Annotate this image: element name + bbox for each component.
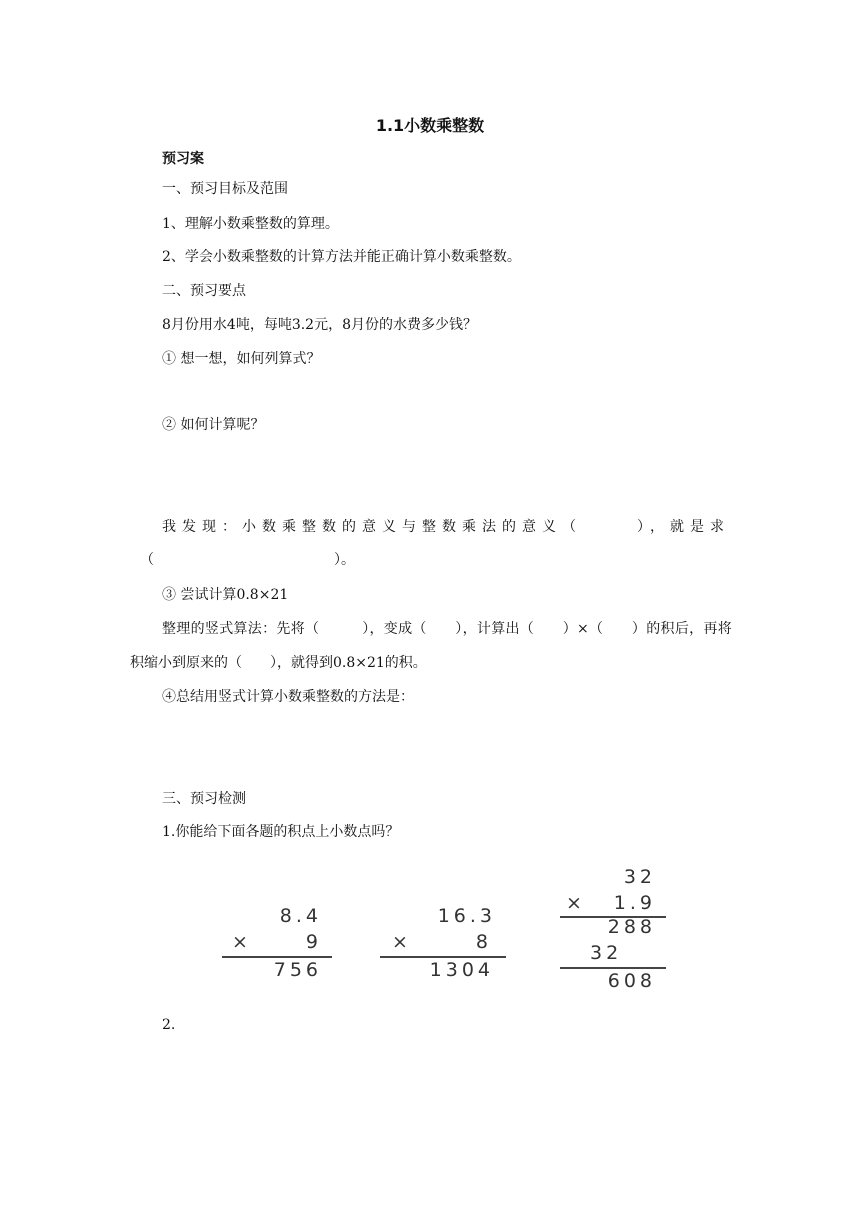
calc2-rule	[380, 956, 506, 958]
calc3-partial-product-1: 288	[607, 916, 656, 938]
calc3-multiplicand: 32	[623, 866, 656, 888]
question-4: ④总结用竖式计算小数乘整数的方法是：	[162, 689, 414, 705]
vertical-method-line-2: 积缩小到原来的（ ），就得到0.8×21的积。	[130, 655, 427, 671]
part1-heading: 一、预习目标及范围	[162, 181, 288, 197]
calc3-multiplier: 1.9	[613, 892, 656, 914]
vertical-method-line-1: 整理的竖式算法：先将（ ），变成（ ），计算出（ ）×（ ）的积后，再将	[162, 621, 733, 637]
calc1-multiplier: 9	[305, 931, 322, 953]
calc1-rule	[222, 956, 332, 958]
calc2-result: 1304	[429, 959, 494, 981]
calc2-times-sign: ×	[392, 931, 412, 953]
goal-1: 1、理解小数乘整数的算理。	[162, 216, 339, 232]
calc1-multiplicand: 8.4	[279, 905, 322, 927]
calc2-multiplicand: 16.3	[437, 905, 496, 927]
part3-heading: 三、预习检测	[162, 791, 246, 807]
question-3: ③ 尝试计算0.8×21	[162, 587, 289, 603]
calc1-times-sign: ×	[232, 931, 252, 953]
part2-heading: 二、预习要点	[162, 283, 246, 299]
vertical-calculation-3	[560, 866, 666, 996]
section-preview-heading: 预习案	[162, 151, 204, 167]
discover-text-c: （	[140, 552, 154, 568]
discover-line-2	[140, 551, 355, 569]
goal-2: 2、学会小数乘整数的计算方法并能正确计算小数乘整数。	[162, 249, 521, 265]
discover-text-d: ）。	[334, 552, 355, 568]
vertical-calculation-1	[222, 905, 332, 980]
question-2: ② 如何计算呢？	[162, 417, 265, 433]
page-title: 1.1小数乘整数	[375, 116, 485, 135]
discover-text-b: ），就是求	[637, 519, 730, 535]
calc1-result: 756	[273, 959, 322, 981]
vertical-calculation-2	[380, 905, 506, 980]
calc3-times-sign: ×	[566, 892, 586, 914]
discover-line-1	[162, 518, 730, 536]
question-1: ① 想一想，如何列算式？	[162, 351, 321, 367]
calc3-result: 608	[607, 970, 656, 992]
calc3-rule-2	[560, 967, 666, 969]
check-question-2: 2.	[162, 1017, 176, 1033]
discover-text-a: 我发现：小数乘整数的意义与整数乘法的意义（	[162, 519, 582, 535]
check-question-1: 1.你能给下面各题的积点上小数点吗？	[162, 824, 400, 840]
calc2-multiplier: 8	[475, 931, 492, 953]
problem-text: 8月份用水4吨，每吨3.2元，8月份的水费多少钱？	[162, 317, 477, 333]
calc3-partial-product-2: 32	[590, 942, 623, 964]
